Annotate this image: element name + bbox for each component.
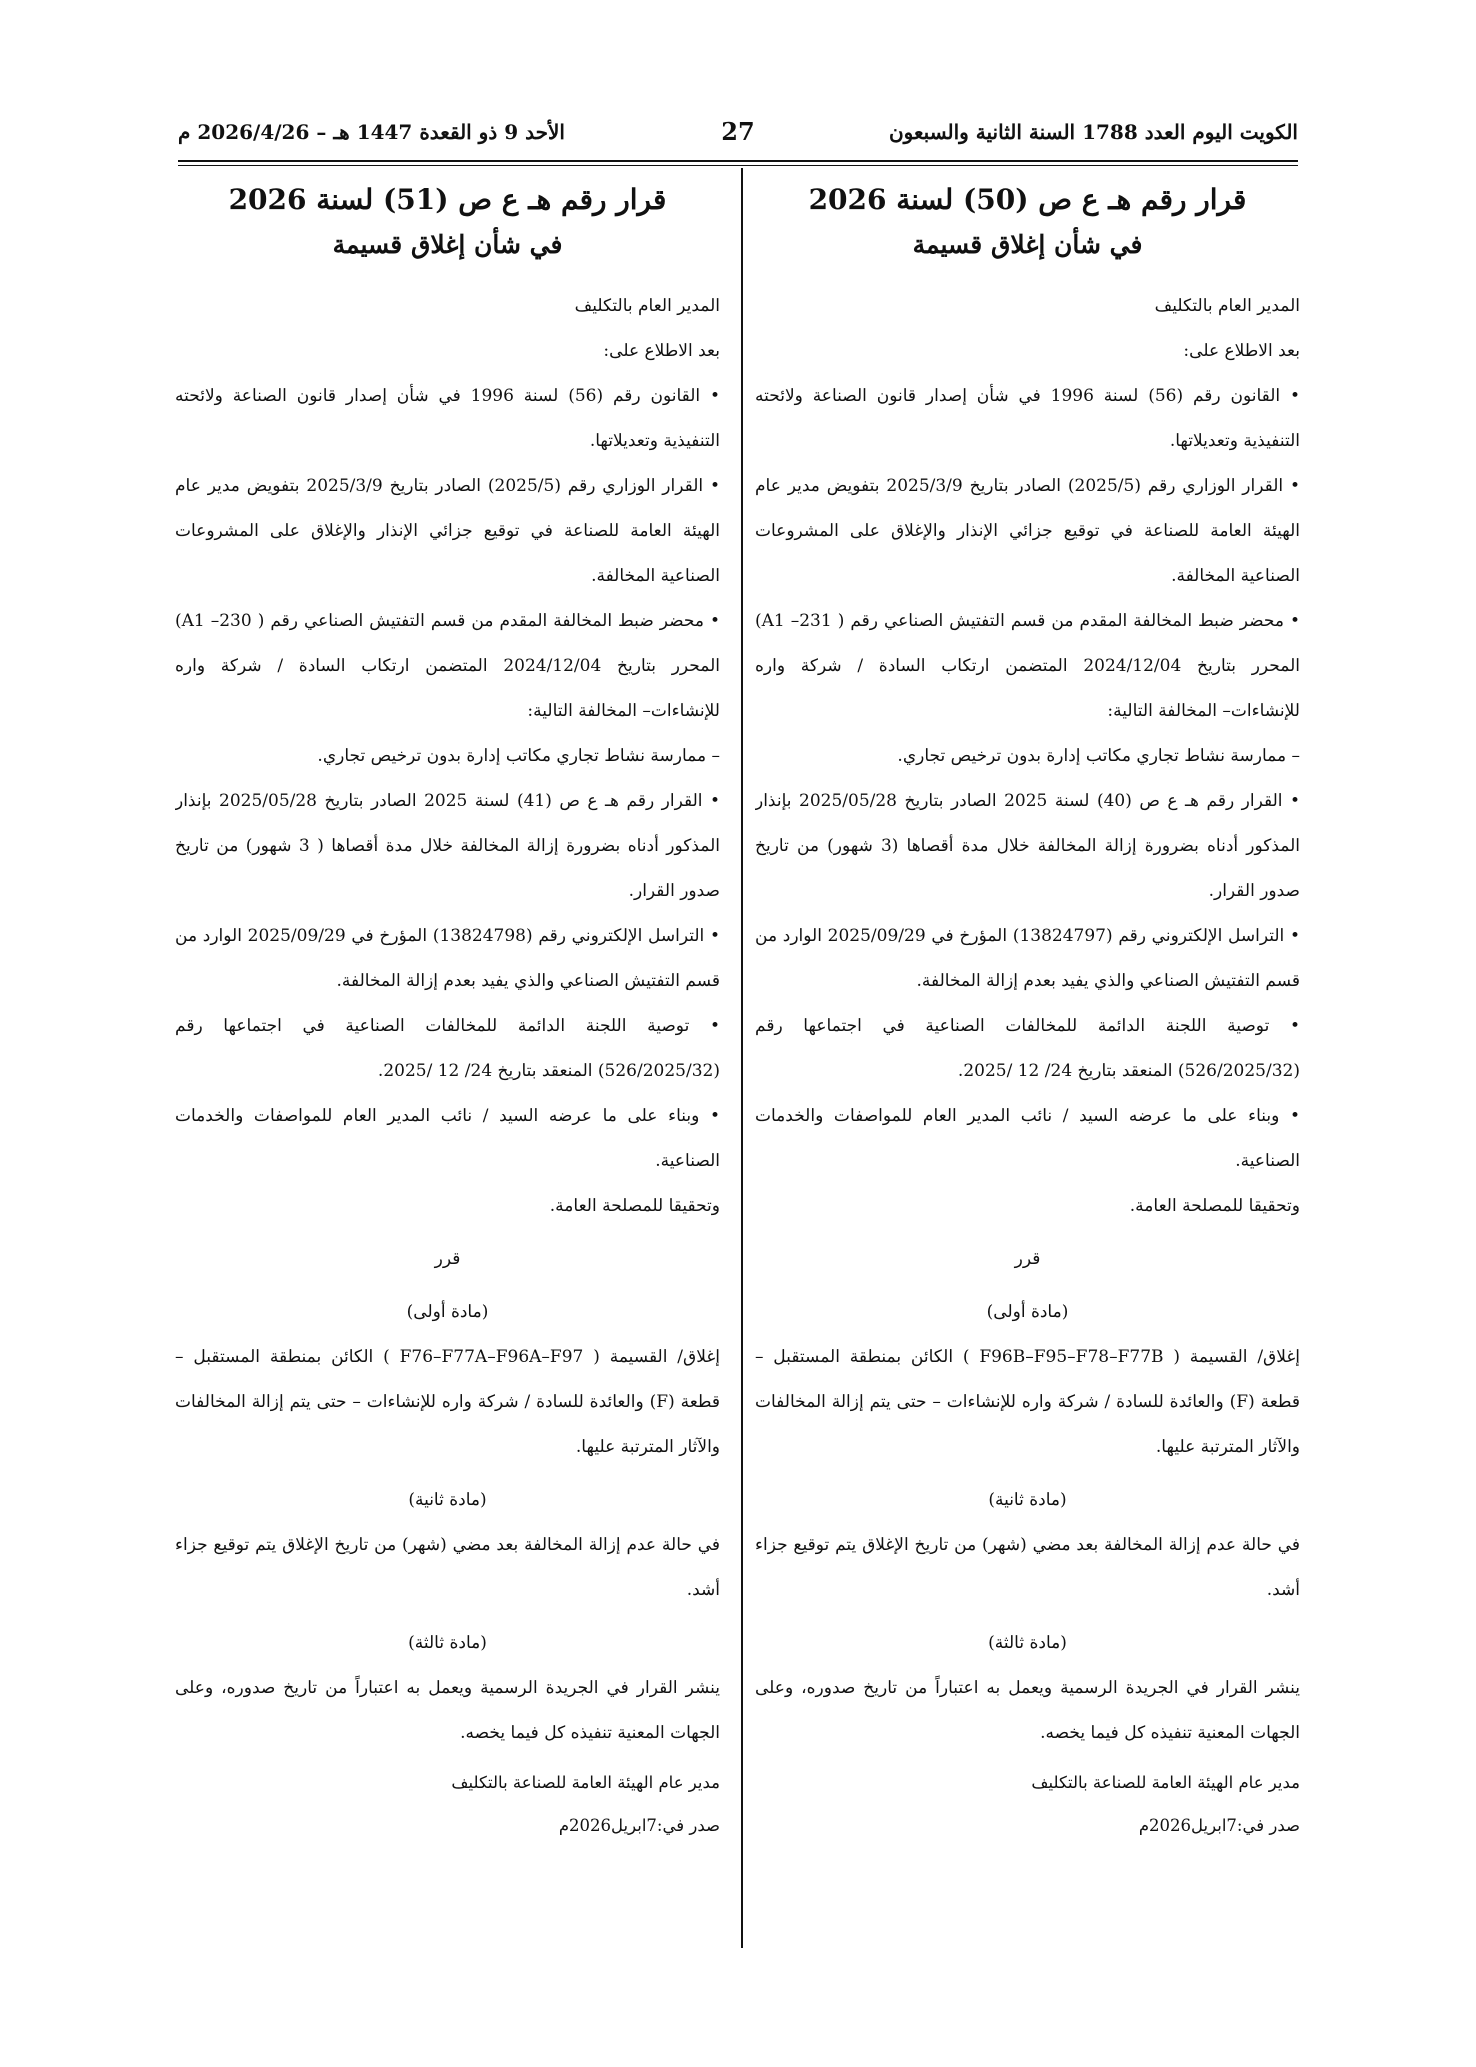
article-1-text: إغلاق/ القسيمة ( F96B–F95–F78–F77B ) الكائن بمنطقة المستقبل – قطعة (F) والعائدة للسادة / شركة واره للإنشاءات – حتى يتم إزالة المخالفات والآثار المترتبة عليها. [755,1347,1300,1457]
issue-date: صدر في:7ابريل2026م [1138,1816,1300,1835]
preamble-item: • القرار رقم هـ ع ص (41) لسنة 2025 الصادر بتاريخ 2025/05/28 بإنذار المذكور أدناه بضرورة إزالة المخالفة خلال مدة أقصاها ( 3 شهور) من تاريخ صدور القرار. [175,791,720,901]
issuer-line: المدير العام بالتكليف [1154,296,1300,316]
preamble-intro: بعد الاطلاع على: [603,341,720,361]
preamble-item: • القرار الوزاري رقم (2025/5) الصادر بتاريخ 2025/3/9 بتفويض مدير عام الهيئة العامة للصناعة في توقيع جزائي الإنذار والإغلاق على المشروعات الصناعية المخالفة. [175,476,720,586]
preamble-item: • التراسل الإلكتروني رقم (13824798) المؤرخ في 2025/09/29 الوارد من قسم التفتيش الصناعي والذي يفيد بعدم إزالة المخالفة. [175,926,720,991]
signature-line: مدير عام الهيئة العامة للصناعة بالتكليف [1031,1773,1300,1792]
decided-heading: قرر [434,1249,461,1269]
article-3-heading: (مادة ثالثة) [988,1633,1067,1653]
preamble-item: • التراسل الإلكتروني رقم (13824797) المؤرخ في 2025/09/29 الوارد من قسم التفتيش الصناعي والذي يفيد بعدم إزالة المخالفة. [755,926,1300,991]
article-3-heading: (مادة ثالثة) [408,1633,487,1653]
article-1-text: إغلاق/ القسيمة ( F76–F77A–F96A–F97 ) الكائن بمنطقة المستقبل – قطعة (F) والعائدة للسادة / شركة واره للإنشاءات – حتى يتم إزالة المخالفات والآثار المترتبة عليها. [175,1347,720,1457]
header-date: الأحد 9 ذو القعدة 1447 هـ – 2026/4/26 م [178,120,565,144]
preamble-item: • القرار الوزاري رقم (2025/5) الصادر بتاريخ 2025/3/9 بتفويض مدير عام الهيئة العامة للصناعة في توقيع جزائي الإنذار والإغلاق على المشروعات الصناعية المخالفة. [755,476,1300,586]
violation-line: – ممارسة نشاط تجاري مكاتب إدارة بدون ترخيص تجاري. [897,746,1300,766]
article-1-heading: (مادة أولى) [406,1302,489,1322]
page-number: 27 [721,117,755,146]
preamble-item: • وبناء على ما عرضه السيد / نائب المدير العام للمواصفات والخدمات الصناعية. [755,1106,1300,1171]
public-interest-line: وتحقيقا للمصلحة العامة. [1129,1196,1300,1216]
issue-date: صدر في:7ابريل2026م [558,1816,720,1835]
preamble-item: • توصية اللجنة الدائمة للمخالفات الصناعية في اجتماعها رقم (526/2025/32) المنعقد بتاريخ 24/ 12 /2025. [755,1016,1300,1081]
decision-title: قرار رقم هـ ع ص (50) لسنة 2026 [808,183,1247,216]
public-interest-line: وتحقيقا للمصلحة العامة. [549,1196,720,1216]
preamble-item: • محضر ضبط المخالفة المقدم من قسم التفتيش الصناعي رقم ( A1 –230) المحرر بتاريخ 2024/12/04 المتضمن ارتكاب السادة / شركة واره للإنشاءات– المخالفة التالية: [175,611,720,721]
header-rule-thin [178,165,1298,166]
page-header [178,117,1298,156]
decision-title: قرار رقم هـ ع ص (51) لسنة 2026 [228,183,667,216]
preamble-intro: بعد الاطلاع على: [1183,341,1300,361]
article-2-text: في حالة عدم إزالة المخالفة بعد مضي (شهر) من تاريخ الإغلاق يتم توقيع جزاء أشد. [175,1535,720,1600]
header-issue-info: الكويت اليوم العدد 1788 السنة الثانية والسبعون [888,120,1298,144]
article-1-heading: (مادة أولى) [986,1302,1069,1322]
decision-50-column [755,180,1300,1880]
preamble-item: • وبناء على ما عرضه السيد / نائب المدير العام للمواصفات والخدمات الصناعية. [175,1106,720,1171]
issuer-line: المدير العام بالتكليف [574,296,720,316]
header-rule [178,160,1298,162]
decided-heading: قرر [1014,1249,1041,1269]
decision-51-column [175,180,720,1880]
preamble-item: • توصية اللجنة الدائمة للمخالفات الصناعية في اجتماعها رقم (526/2025/32) المنعقد بتاريخ 24/ 12 /2025. [175,1016,720,1081]
article-2-text: في حالة عدم إزالة المخالفة بعد مضي (شهر) من تاريخ الإغلاق يتم توقيع جزاء أشد. [755,1535,1300,1600]
preamble-item: • القانون رقم (56) لسنة 1996 في شأن إصدار قانون الصناعة ولائحته التنفيذية وتعديلاتها. [175,386,720,451]
violation-line: – ممارسة نشاط تجاري مكاتب إدارة بدون ترخيص تجاري. [317,746,720,766]
article-3-text: ينشر القرار في الجريدة الرسمية ويعمل به اعتباراً من تاريخ صدوره، وعلى الجهات المعنية تنفيذه كل فيما يخصه. [175,1678,720,1743]
signature-line: مدير عام الهيئة العامة للصناعة بالتكليف [451,1773,720,1792]
article-2-heading: (مادة ثانية) [408,1490,487,1510]
article-3-text: ينشر القرار في الجريدة الرسمية ويعمل به اعتباراً من تاريخ صدوره، وعلى الجهات المعنية تنفيذه كل فيما يخصه. [755,1678,1300,1743]
preamble-item: • محضر ضبط المخالفة المقدم من قسم التفتيش الصناعي رقم ( A1 –231) المحرر بتاريخ 2024/12/04 المتضمن ارتكاب السادة / شركة واره للإنشاءات– المخالفة التالية: [755,611,1300,721]
decision-subtitle: في شأن إغلاق قسيمة [332,230,563,259]
preamble-item: • القرار رقم هـ ع ص (40) لسنة 2025 الصادر بتاريخ 2025/05/28 بإنذار المذكور أدناه بضرورة إزالة المخالفة خلال مدة أقصاها (3 شهور) من تاريخ صدور القرار. [755,791,1300,901]
decision-subtitle: في شأن إغلاق قسيمة [912,230,1143,259]
article-2-heading: (مادة ثانية) [988,1490,1067,1510]
preamble-item: • القانون رقم (56) لسنة 1996 في شأن إصدار قانون الصناعة ولائحته التنفيذية وتعديلاتها. [755,386,1300,451]
column-divider [741,168,743,1948]
